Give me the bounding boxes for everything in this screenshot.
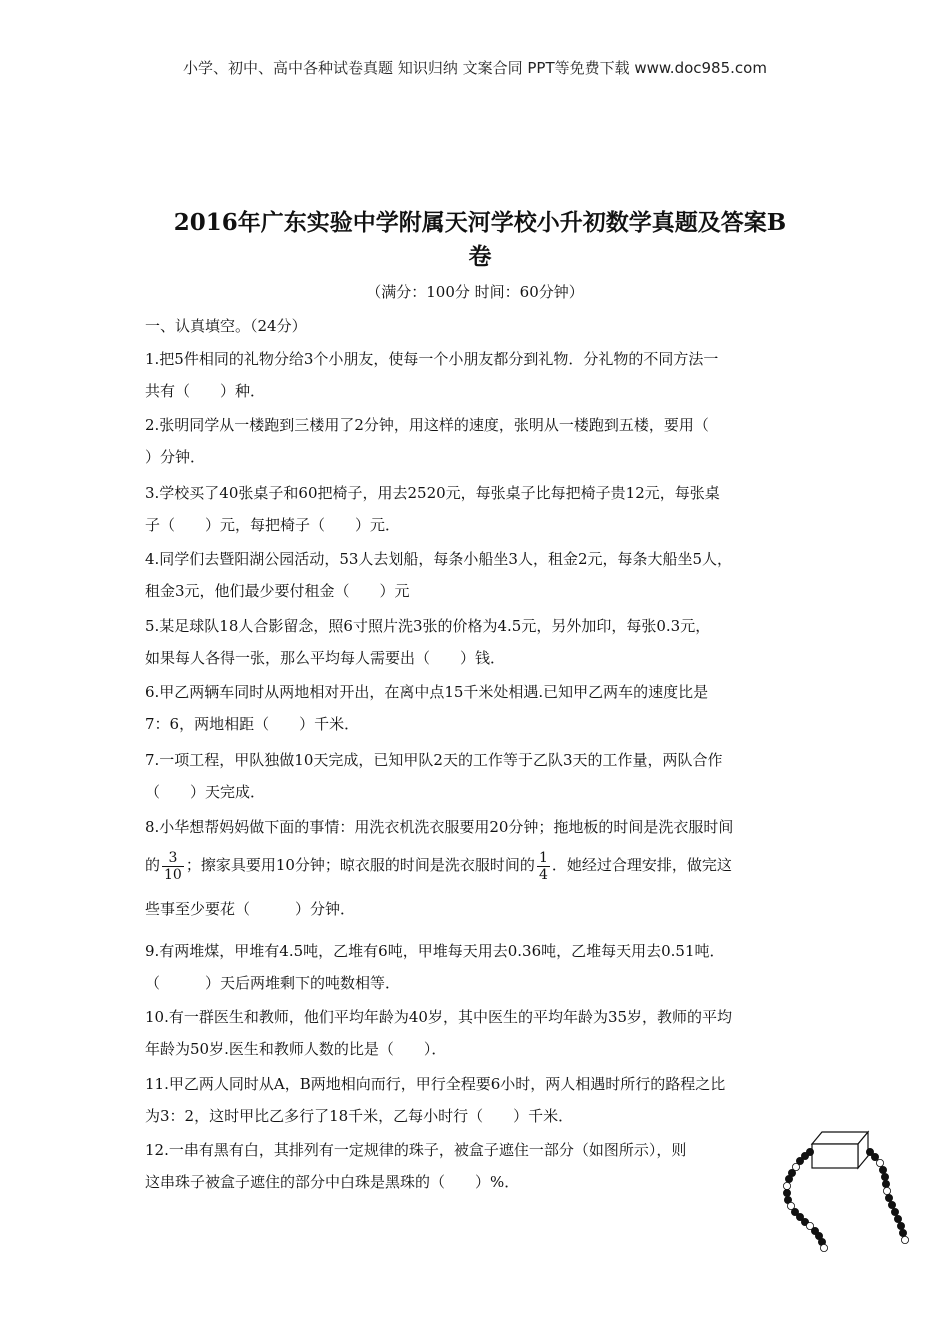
section-heading: 一、认真填空。（24分） <box>145 317 307 335</box>
question-line: 3.学校买了40张桌子和60把椅子，用去2520元，每张桌子比每把椅子贵12元，每张桌 <box>145 484 720 502</box>
question-2 <box>145 409 813 473</box>
question-6 <box>145 676 813 740</box>
box-icon <box>812 1132 868 1168</box>
question-12 <box>145 1134 765 1198</box>
question-line: 6.甲乙两辆车同时从两地相对开出，在离中点15千米处相遇.已知甲乙两车的速度比是 <box>145 683 709 701</box>
question-line: 些事至少要花（ ）分钟． <box>145 900 356 918</box>
bead-string-figure <box>778 1126 918 1254</box>
fraction-three-tenths: $\frac{3}{10}$ <box>164 849 182 883</box>
page-title <box>140 206 820 274</box>
question-line: 的 $\frac{3}{10}$ ；擦家具要用10分钟；晾衣服的时间是洗衣服时间的 $\frac{1}{4}$ ．她经过合理安排，做完这 <box>145 849 732 883</box>
question-line: ）分钟． <box>145 448 206 466</box>
title-line-1: 2016年广东实验中学附属天河学校小升初数学真题及答案B <box>173 209 787 236</box>
question-line: 这串珠子被盒子遮住的部分中白珠是黑珠的（ ）%． <box>145 1173 520 1191</box>
page-header: 小学、初中、高中各种试卷真题 知识归纳 文案合同 PPT等免费下载 www.doc985.com <box>183 59 767 77</box>
title-line-2: 卷 <box>468 243 492 270</box>
question-line: 2.张明同学从一楼跑到三楼用了2分钟，用这样的速度，张明从一楼跑到五楼，要用（ <box>145 416 709 434</box>
question-line: 5.某足球队18人合影留念，照6寸照片洗3张的价格为4.5元，另外加印，每张0.3元， <box>145 617 711 635</box>
question-7 <box>145 744 813 808</box>
exam-info: （满分：100分 时间：60分钟） <box>366 283 584 301</box>
question-line: 为3：2，这时甲比乙多行了18千米，乙每小时行（ ）千米． <box>145 1107 574 1125</box>
question-11 <box>145 1068 813 1132</box>
question-line: 8.小华想帮妈妈做下面的事情：用洗衣机洗衣服要用20分钟；拖地板的时间是洗衣服时间 <box>145 818 734 836</box>
question-line: （ ）天后两堆剩下的吨数相等． <box>145 974 401 992</box>
question-line: 如果每人各得一张，那么平均每人需要出（ ）钱． <box>145 649 506 667</box>
question-line: 4.同学们去暨阳湖公园活动，53人去划船，每条小船坐3人，租金2元，每条大船坐5人， <box>145 550 733 568</box>
question-line: 共有（ ）种． <box>145 382 266 400</box>
question-line: 10.有一群医生和教师，他们平均年龄为40岁，其中医生的平均年龄为35岁，教师的平均 <box>145 1008 733 1026</box>
question-line: 9.有两堆煤，甲堆有4.5吨，乙堆有6吨，甲堆每天用去0.36吨，乙堆每天用去0.51吨． <box>145 942 725 960</box>
question-8 <box>145 811 813 925</box>
question-line: 7：6，两地相距（ ）千米． <box>145 715 360 733</box>
question-line: 7.一项工程，甲队独做10天完成，已知甲队2天的工作等于乙队3天的工作量，两队合作 <box>145 751 723 769</box>
fraction-one-quarter: $\frac{1}{4}$ <box>538 849 548 883</box>
question-line: 年龄为50岁.医生和教师人数的比是（ ）． <box>145 1040 447 1058</box>
question-4 <box>145 543 813 607</box>
question-line: 12.一串有黑有白，其排列有一定规律的珠子，被盒子遮住一部分（如图所示），则 <box>145 1141 687 1159</box>
question-line: （ ）天完成． <box>145 783 266 801</box>
question-3 <box>145 477 813 541</box>
question-10 <box>145 1001 813 1065</box>
question-9 <box>145 935 813 999</box>
bead-chain-right <box>866 1148 908 1243</box>
question-line: 租金3元，他们最少要付租金（ ）元 <box>145 582 410 600</box>
question-line: 11.甲乙两人同时从A，B两地相向而行，甲行全程要6小时，两人相遇时所行的路程之比 <box>145 1075 726 1093</box>
question-line: 子（ ）元，每把椅子（ ）元． <box>145 516 401 534</box>
question-1 <box>145 343 813 407</box>
question-line: 1.把5件相同的礼物分给3个小朋友，使每一个小朋友都分到礼物．分礼物的不同方法一 <box>145 350 719 368</box>
question-5 <box>145 610 813 674</box>
